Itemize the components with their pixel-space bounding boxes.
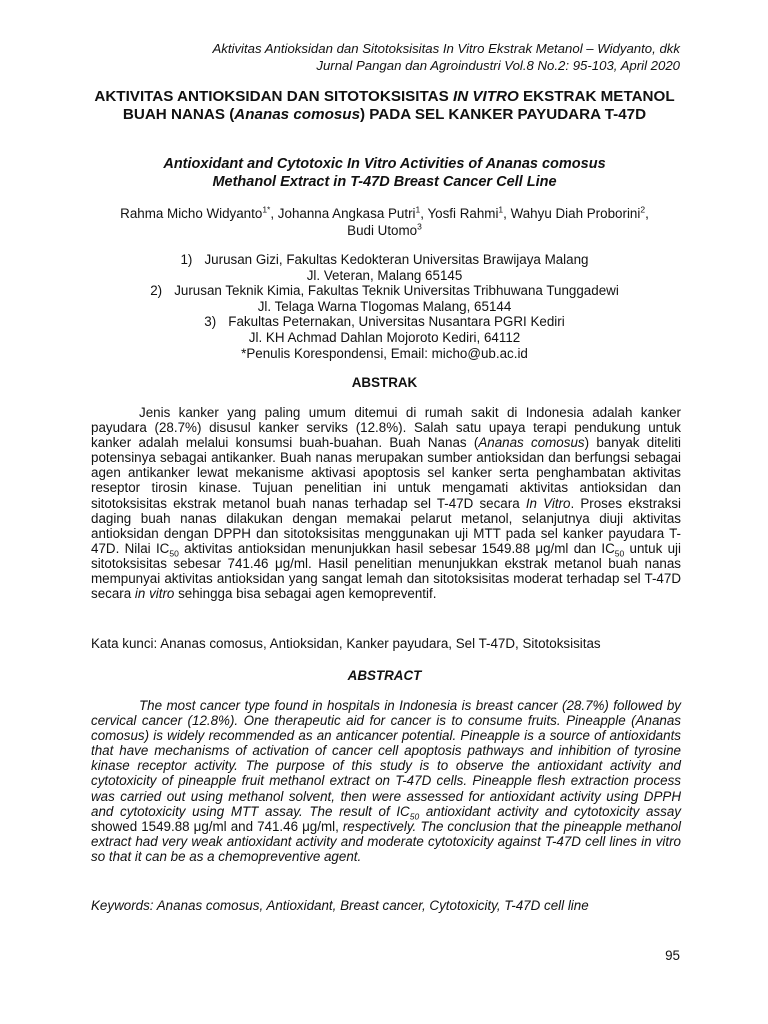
abstrak-ic50-sub: 50 bbox=[169, 548, 179, 559]
affiliation-1-address: Jl. Veteran, Malang 65145 bbox=[306, 267, 463, 283]
title-part2-italic: Ananas comosus bbox=[234, 105, 361, 123]
title-part1-italic: IN VITRO bbox=[452, 88, 519, 105]
abstract-results-upright: showed 1549.88 μg/ml and 741.46 μg/ml, bbox=[91, 818, 339, 834]
abstrak-italic-invitro: In Vitro bbox=[525, 495, 571, 511]
abstrak-body bbox=[91, 405, 681, 601]
author-5: Budi Utomo bbox=[347, 222, 418, 238]
affiliation-name: Fakultas Peternakan, Universitas Nusantara PGRI Kediri bbox=[228, 314, 565, 330]
abstrak-text-1: Jenis kanker yang paling umum ditemui di rumah sakit di Indonesia adalah kanker payudara (28.7%) disusul kanker serviks (12.8%). Salah satu upaya terapi pendukung untuk kanker adalah melalui konsumsi buah-buahan. Buah Nanas ( bbox=[91, 405, 681, 451]
affiliation-1 bbox=[88, 252, 681, 268]
abstract-ic50-sub: 50 bbox=[409, 811, 420, 822]
abstract-heading: ABSTRACT bbox=[347, 668, 422, 683]
affiliation-number: 3) bbox=[204, 314, 217, 330]
author-4-sup: 2 bbox=[640, 204, 646, 215]
title-part3: ) PADA SEL KANKER PAYUDARA T-47D bbox=[360, 105, 647, 123]
title-en-line1: Antioxidant and Cytotoxic In Vitro Activities of Ananas comosus bbox=[163, 156, 606, 172]
abstract-text-1: The most cancer type found in hospitals in Indonesia is breast cancer (28.7%) followed by cervical cancer (12.8%). One therapeutic aid for cancer is to consume fruits. Pineapple (Ananas comosus) is widely recommended as an anticancer potential. Pineapple is a source of antioxidants that have mechanisms of activation of cancer cell apoptosis pathways and inhibition of tyrosine kinase receptor activity. The purpose of this study is to observe the antioxidant activity and cytotoxicity of pineapple fruit methanol extract on T-47D cells. Pineapple flesh extraction process was carried out using methanol solvent, then were assessed for antioxidant activity using DPPH and cytotoxicity using MTT assay. The result of IC bbox=[91, 698, 681, 819]
affiliations bbox=[88, 252, 681, 361]
affiliation-3-address: Jl. KH Achmad Dahlan Mojoroto Kediri, 64112 bbox=[248, 329, 521, 345]
affiliation-2 bbox=[88, 283, 681, 299]
abstrak-italic-species: Ananas comosus bbox=[478, 435, 585, 451]
page-number: 95 bbox=[665, 948, 680, 963]
author-sep: , bbox=[645, 206, 649, 221]
article-title-english bbox=[88, 156, 681, 191]
author-1-sup: 1* bbox=[262, 204, 271, 215]
author-line-1 bbox=[88, 206, 681, 223]
author-2-sup: 1 bbox=[415, 204, 421, 215]
author-3-sup: 1 bbox=[498, 204, 504, 215]
kata-kunci: Kata kunci: Ananas comosus, Antioksidan, Kanker payudara, Sel T-47D, Sitotoksisitas bbox=[91, 636, 601, 651]
abstrak-italic-invitro-2: in vitro bbox=[134, 586, 175, 602]
author-2: , Johanna Angkasa Putri bbox=[270, 206, 416, 221]
author-3: , Yosfi Rahmi bbox=[420, 206, 499, 221]
keywords-english: Keywords: Ananas comosus, Antioxidant, Breast cancer, Cytotoxicity, T-47D cell line bbox=[91, 898, 589, 913]
running-head-journal: Jurnal Pangan dan Agroindustri Vol.8 No.2: 95-103, April 2020 bbox=[316, 57, 680, 73]
affiliation-2-address: Jl. Telaga Warna Tlogomas Malang, 65144 bbox=[257, 298, 512, 314]
abstrak-heading: ABSTRAK bbox=[351, 375, 418, 390]
title-en-line2: Methanol Extract in T-47D Breast Cancer Cell Line bbox=[212, 173, 557, 190]
affiliation-number: 2) bbox=[150, 283, 163, 299]
affiliation-name: Jurusan Gizi, Fakultas Kedokteran Universitas Brawijaya Malang bbox=[204, 252, 589, 267]
author-5-sup: 3 bbox=[417, 221, 422, 232]
abstrak-text-3: . Proses ekstraksi daging buah nanas dilakukan dengan memakai pelarut metanol, selanjutnya diuji aktivitas antioksidan dengan DPPH dan sitotoksisitas menggunakan uji MTT pada sel kanker payudara T-47D. Nilai IC bbox=[91, 495, 682, 556]
author-list bbox=[88, 206, 681, 239]
abstrak-text-5: untuk uji sitotoksisitas sebesar 741.46 μg/ml. Hasil penelitian menunjukkan ekstrak metanol buah nanas mempunyai aktivitas antioksidan yang sangat lemah dan sitotoksisitas moderat terhadap sel T-47D secara bbox=[91, 540, 681, 602]
article-title bbox=[88, 88, 681, 123]
correspondence-email: *Penulis Korespondensi, Email: micho@ub.ac.id bbox=[241, 345, 528, 361]
affiliation-3 bbox=[88, 314, 681, 330]
abstract-text-3: respectively. The conclusion that the pineapple methanol extract had very weak antioxidant activity and moderate cytotoxicity against T-47D cell lines in vitro so that it can be as a chemopreventive agent. bbox=[91, 818, 681, 864]
abstract-body bbox=[91, 698, 681, 864]
running-head-article: Aktivitas Antioksidan dan Sitotoksisitas In Vitro Ekstrak Metanol – Widyanto, dkk bbox=[212, 41, 680, 56]
author-4: , Wahyu Diah Proborini bbox=[503, 206, 641, 221]
title-part2: EKSTRAK METANOL BUAH NANAS ( bbox=[122, 88, 675, 123]
title-part1: AKTIVITAS ANTIOKSIDAN DAN SITOTOKSISITAS bbox=[94, 88, 453, 105]
affiliation-name: Jurusan Teknik Kimia, Fakultas Teknik Universitas Tribhuwana Tunggadewi bbox=[174, 283, 619, 299]
abstrak-text-4: aktivitas antioksidan menunjukkan hasil sebesar 1549.88 μg/ml dan IC bbox=[178, 540, 615, 556]
author-line-2 bbox=[88, 223, 681, 240]
running-head bbox=[80, 41, 680, 74]
abstrak-text-6: sehingga bisa sebagai agen kemopreventif. bbox=[174, 586, 437, 602]
affiliation-number: 1) bbox=[180, 252, 193, 267]
abstract-text-2: antioxidant activity and cytotoxicity assay bbox=[419, 803, 681, 819]
abstrak-text-2: ) banyak diteliti potensinya sebagai antikanker. Buah nanas merupakan sumber antioksidan dan berfungsi sebagai agen antikanker lewat mekanisme aktivasi apoptosis sel kanker serta penghambatan aktivitas reseptor tirosin kinase. Tujuan penelitian ini untuk mengamati aktivitas antioksidan dan sitotoksisitas ekstrak metanol buah nanas terhadap sel T-47D secara bbox=[91, 435, 681, 511]
author-1: Rahma Micho Widyanto bbox=[120, 206, 263, 221]
abstrak-ic50-sub-2: 50 bbox=[614, 548, 625, 559]
